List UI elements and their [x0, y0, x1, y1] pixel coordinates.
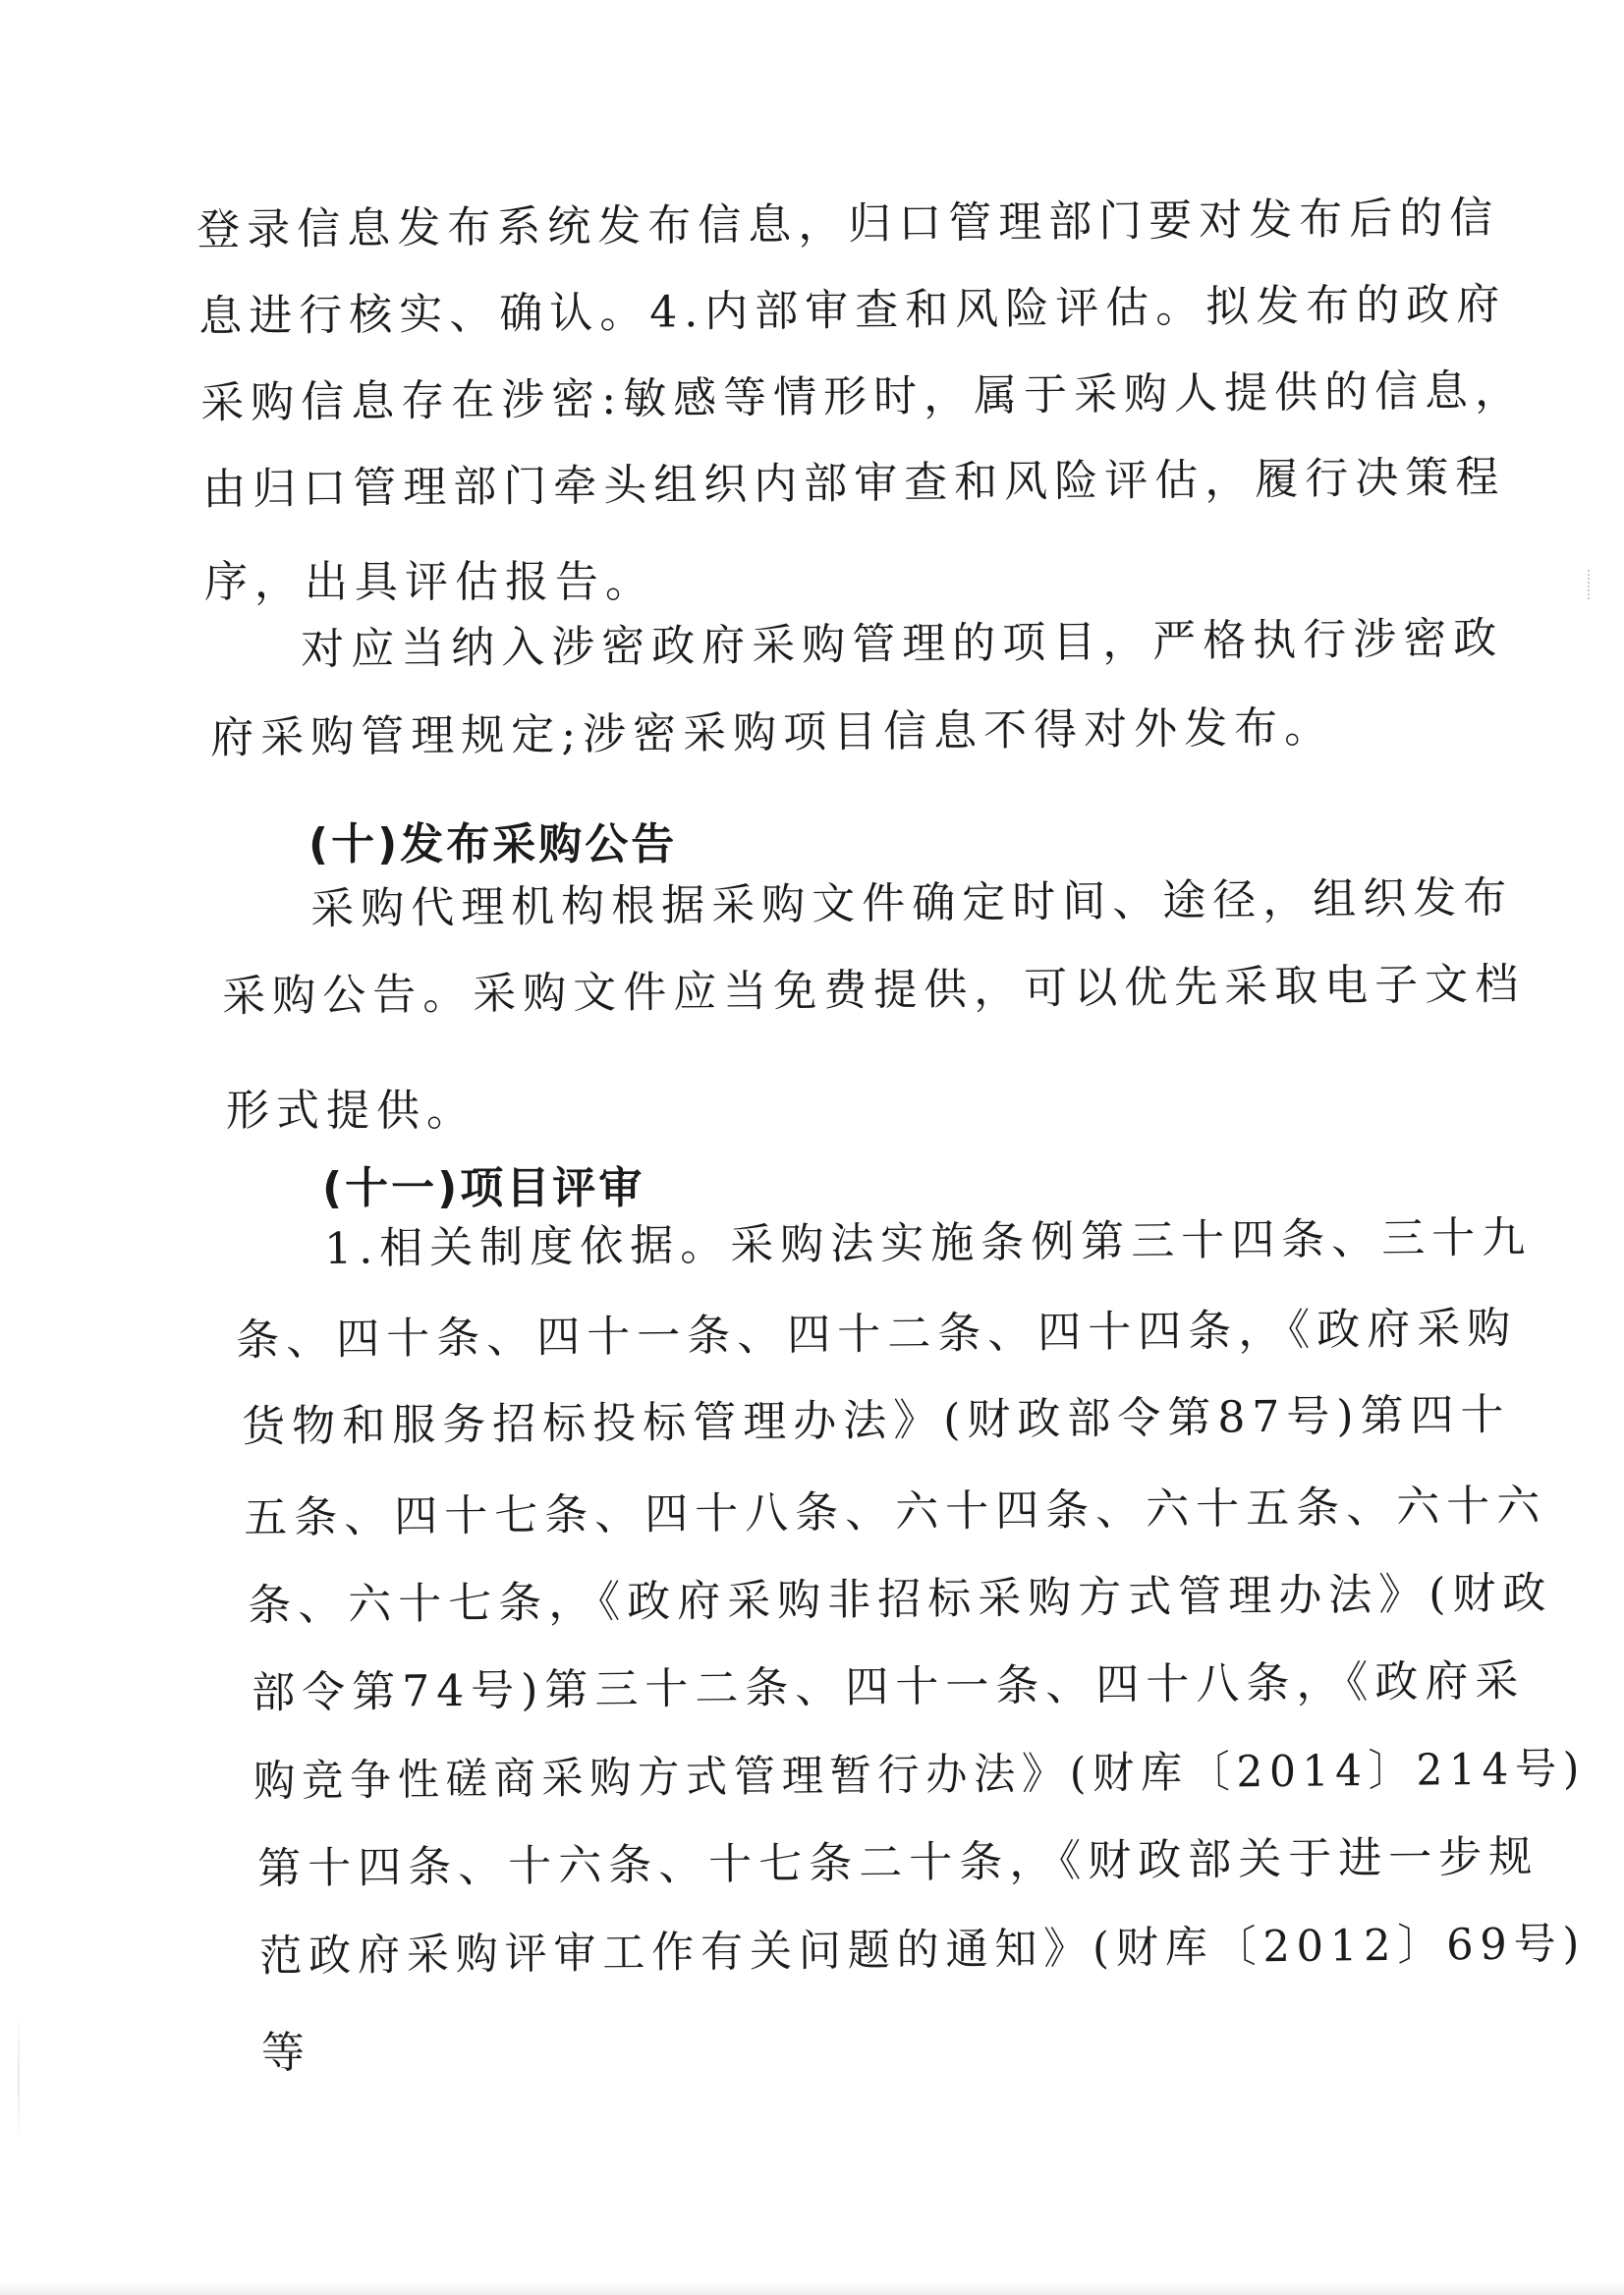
paragraph-line: 购竞争性磋商采购方式管理暂行办法》(财库〔2014〕214号) — [253, 1743, 1587, 1807]
scan-bottom-shadow — [0, 2281, 1624, 2295]
paragraph-line: 五条、四十七条、四十八条、六十四条、六十五条、六十六 — [244, 1481, 1547, 1543]
paragraph-line: 息进行核实、确认。4.内部审查和风险评估。拟发布的政府 — [198, 279, 1507, 342]
paragraph-line: 第十四条、十六条、十七条二十条，《财政部关于进一步规 — [257, 1831, 1540, 1894]
paragraph-line: 范政府采购评审工作有关问题的通知》(财库〔2012〕69号) — [259, 1919, 1587, 1982]
paragraph-line: 货物和服务招标投标管理办法》(财政部令第87号)第四十 — [242, 1389, 1511, 1452]
paragraph-line: 由归口管理部门牵头组织内部审查和风险评估，履行决策程 — [202, 452, 1506, 515]
paragraph-line: 对应当纳入涉密政府采购管理的项目，严格执行涉密政 — [301, 613, 1504, 675]
paragraph-line: 部令第74号)第三十二条、四十一条、四十八条，《政府采 — [252, 1655, 1526, 1718]
paragraph-line: 形式提供。 — [226, 1086, 476, 1136]
paragraph-line: 采购公告。采购文件应当免费提供，可以优先采取电子文档 — [222, 959, 1526, 1022]
paragraph-line: 采购代理机构根据采购文件确定时间、途径，组织发布 — [310, 872, 1514, 934]
section-heading: (十一)项目评审 — [322, 1163, 645, 1213]
paragraph-line: 府采购管理规定;涉密采购项目信息不得对外发布。 — [210, 702, 1335, 763]
paragraph-line: 条、四十条、四十一条、四十二条、四十四条，《政府采购 — [236, 1303, 1518, 1366]
paragraph-line: 等 — [261, 2028, 311, 2078]
paragraph-line: 登录信息发布系统发布信息，归口管理部门要对发布后的信 — [196, 193, 1500, 255]
paragraph-line: 采购信息存在涉密:敏感等情形时，属于采购人提供的信息， — [200, 365, 1526, 428]
paragraph-line: 1.相关制度依据。采购法实施条例第三十四条、三十九 — [324, 1212, 1533, 1274]
paragraph-line: 序，出具评估报告。 — [204, 557, 655, 607]
section-heading: (十)发布采购公告 — [308, 819, 678, 869]
scan-edge-mark — [1588, 570, 1594, 599]
paragraph-line: 条、六十七条，《政府采购非招标采购方式管理办法》(财政 — [248, 1568, 1553, 1631]
scan-left-shadow — [18, 2014, 20, 2142]
